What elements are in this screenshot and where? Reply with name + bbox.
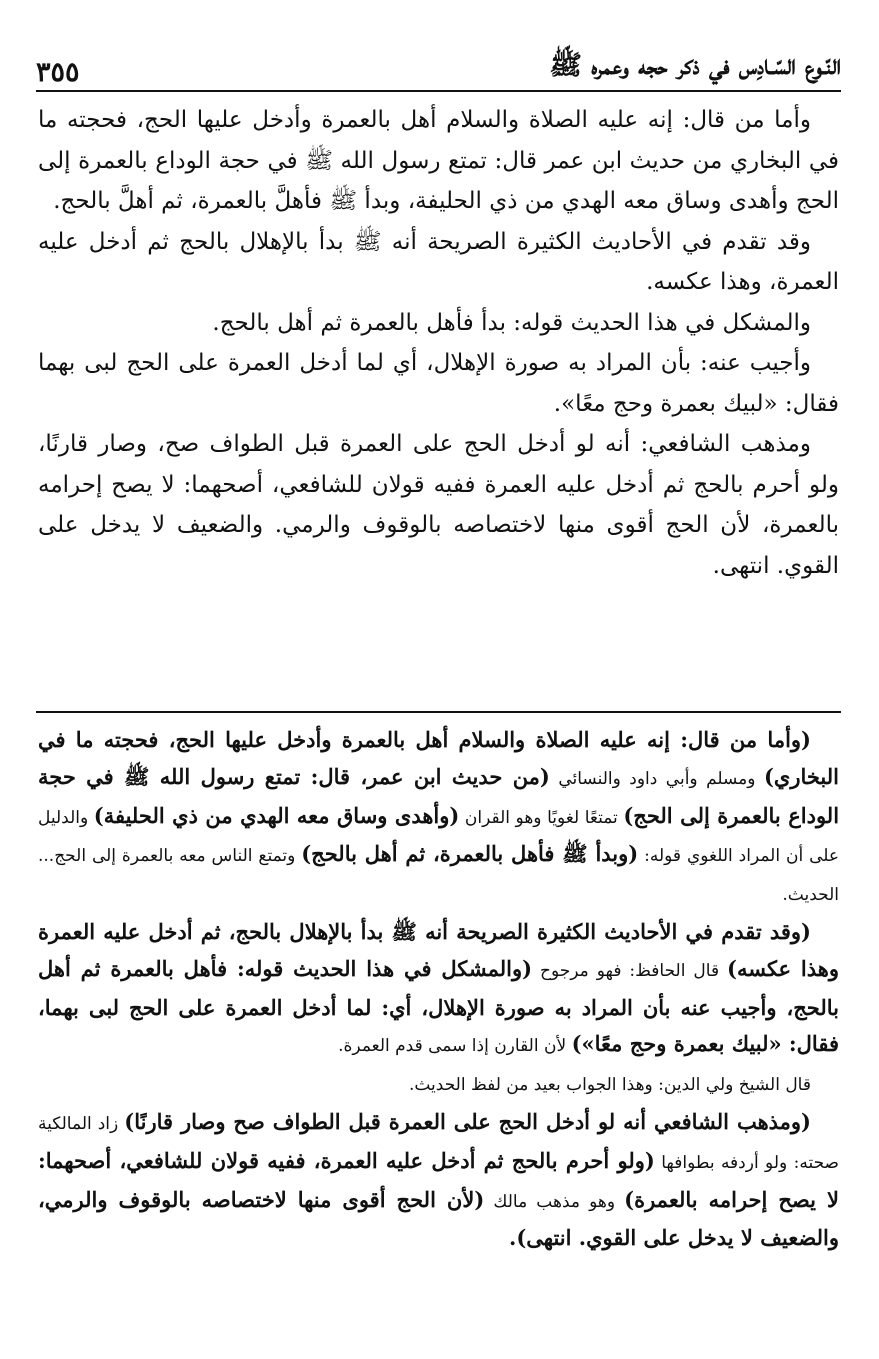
commentary-paragraph xyxy=(38,914,839,1065)
commentary-text: تمتعًا لغويًا وهو القران xyxy=(459,807,624,828)
main-paragraph: والمشكل في هذا الحديث قوله: بدأ فأهل بالعمرة ثم أهل بالحج. xyxy=(212,309,811,336)
commentary-text: وتمتع الناس معه بالعمرة إلى الحج... الحديث. xyxy=(38,846,839,906)
quoted-text: (وأما من قال: إنه عليه الصلاة والسلام أهل بالعمرة وأدخل عليها الحج، فحجته ما في البخاري) xyxy=(38,727,839,789)
commentary-paragraph xyxy=(38,722,839,914)
quoted-text: (ولو أحرم بالحج ثم أدخل عليه العمرة، ففيه قولان للشافعي، أصحهما: لا يصح إحرامه بالعمرة) xyxy=(38,1147,839,1212)
main-paragraph: وأجيب عنه: بأن المراد به صورة الإهلال، أي لما أدخل العمرة على الحج لبى بهما فقال: «لبيك بعمرة وحج معًا». xyxy=(38,350,839,417)
commentary-paragraph xyxy=(38,1104,839,1257)
commentary-text: لأن القارن إذا سمى قدم العمرة. xyxy=(338,1036,572,1057)
main-paragraph: وأما من قال: إنه عليه الصلاة والسلام أهل بالعمرة وأدخل عليها الحج، فحجته ما في البخاري من حديث ابن عمر قال: تمتع رسول الله ﷺ في حجة الوداع بالعمرة إلى الحج وأهدى وساق معه الهدي من ذي الحليفة، وبدأ ﷺ فأهلَّ بالعمرة، ثم أهلَّ بالحج. xyxy=(38,107,839,214)
quoted-text: (والمشكل في هذا الحديث قوله: فأهل بالعمرة ثم أهل بالحج، وأجيب عنه بأن المراد به صورة الإهلال، أي: لما أدخل العمرة على الحج لبى بهما، فقال: «لبيك بعمرة وحج معًا») xyxy=(38,955,839,1057)
commentary-text: والدليل على أن المراد اللغوي قوله: xyxy=(38,807,840,867)
quoted-text: (وأهدى وساق معه الهدي من ذي الحليفة) xyxy=(93,802,460,828)
commentary-paragraph xyxy=(38,1065,839,1104)
commentary-text: زاد المالكية صحته: ولو أردفه بطوافها xyxy=(38,1113,839,1173)
commentary-text: وهو مذهب مالك xyxy=(484,1191,625,1212)
quoted-text: (من حديث ابن عمر، قال: تمتع رسول الله ﷺ في حجة الوداع بالعمرة إلى الحج) xyxy=(38,763,840,828)
chapter-title: النّـوع السّـادِس في ذكر حجه وعمره ﷺ xyxy=(549,50,841,81)
main-paragraph: ومذهب الشافعي: أنه لو أدخل الحج على العمرة قبل الطواف صح، وصار قارنًا، ولو أحرم بالحج ثم أدخل عليه العمرة ففيه قولان للشافعي، أصحهما: لا يصح إحرامه بالعمرة، لأن الحج أقوى منها لاختصاصه بالوقوف والرمي. والضعيف لا يدخل على القوي. انتهى. xyxy=(38,431,839,579)
commentary xyxy=(38,722,839,1257)
quoted-text: (وقد تقدم في الأحاديث الكثيرة الصريحة أنه ﷺ بدأ بالإهلال بالحج، ثم أدخل عليه العمرة وهذا عكسه) xyxy=(38,918,839,981)
main-paragraph: وقد تقدم في الأحاديث الكثيرة الصريحة أنه ﷺ بدأ بالإهلال بالحج ثم أدخل عليه العمرة، وهذا عكسه. xyxy=(38,228,839,295)
quoted-text: (لأن الحج أقوى منها لاختصاصه بالوقوف والرمي، والضعيف لا يدخل على القوي. انتهى). xyxy=(38,1186,839,1251)
footnote-divider xyxy=(36,711,841,713)
commentary-text: ومسلم وأبي داود والنسائي xyxy=(549,768,764,789)
quoted-text: (وبدأ ﷺ فأهل بالعمرة، ثم أهل بالحج) xyxy=(301,841,639,867)
commentary-text: قال الحافظ: فهو مرجوح xyxy=(532,960,728,981)
page-number: ٣٥٥ xyxy=(36,57,80,88)
commentary-text: قال الشيخ ولي الدين: وهذا الجواب بعيد من لفظ الحديث. xyxy=(408,1075,811,1096)
header-divider xyxy=(36,90,841,92)
quoted-text: (ومذهب الشافعي أنه لو أدخل الحج على العمرة قبل الطواف صح وصار قارنًا) xyxy=(124,1108,811,1134)
running-header xyxy=(36,28,841,88)
main-text xyxy=(38,100,839,586)
